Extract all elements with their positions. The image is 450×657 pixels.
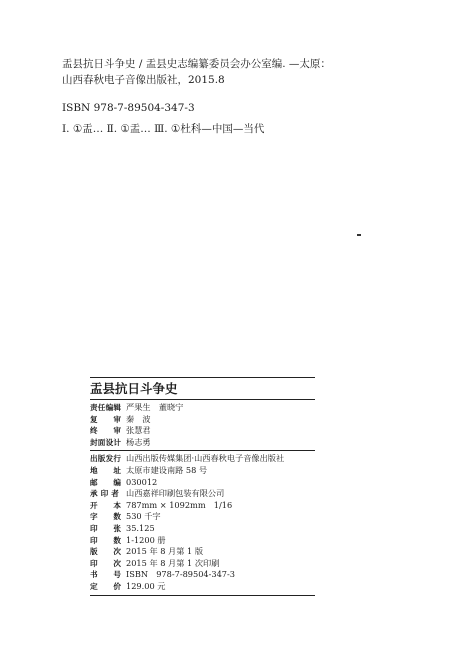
publication-label: 书 号 (90, 570, 122, 580)
credit-value: 秦 波 (126, 413, 151, 424)
credit-label: 复 审 (90, 414, 122, 424)
publication-row (90, 465, 315, 477)
publication-label: 字 数 (90, 512, 122, 522)
cip-data-block (62, 56, 402, 137)
publication-row (90, 511, 315, 523)
publication-value: 2015 年 8 月第 1 次印刷 (126, 557, 220, 568)
publication-value: 2015 年 8 月第 1 版 (126, 546, 204, 557)
publication-label: 开 本 (90, 500, 122, 510)
publication-row (90, 453, 315, 465)
publication-label: 邮 编 (90, 477, 122, 487)
publication-row (90, 488, 315, 500)
publication-value: 787mm × 1092mm 1/16 (126, 499, 233, 510)
credit-value: 张慧君 (126, 425, 151, 436)
publication-value: 35.125 (126, 522, 155, 533)
publication-row (90, 558, 315, 570)
book-title: 盂县抗日斗争史 (90, 381, 178, 396)
credit-label: 责任编辑 (90, 403, 122, 412)
publication-value: 山西嘉祥印刷包装有限公司 (126, 488, 225, 499)
publication-value: 1-1200 册 (126, 534, 166, 545)
publication-label: 地 址 (90, 465, 122, 475)
credit-row (90, 402, 315, 414)
publication-label: 定 价 (90, 581, 122, 591)
stray-mark (357, 234, 361, 236)
publication-row (90, 500, 315, 512)
publication-row (90, 477, 315, 489)
publication-row (90, 581, 315, 593)
publication-value: 129.00 元 (126, 580, 166, 591)
publication-label: 印 次 (90, 558, 122, 568)
credit-value: 严果生 董晓宁 (126, 402, 184, 412)
publication-row (90, 569, 315, 581)
publication-row (90, 523, 315, 535)
publication-row (90, 535, 315, 547)
top-rule (90, 377, 315, 378)
credit-row (90, 437, 315, 449)
publication-label: 印 张 (90, 523, 122, 533)
cip-title-line: 盂县抗日斗争史 / 盂县史志编纂委员会办公室编. —太原： (62, 58, 331, 70)
cip-publisher-line: 山西春秋电子音像出版社，2015.8 (62, 74, 225, 86)
publication-value: 山西出版传媒集团·山西春秋电子音像出版社 (126, 453, 285, 464)
credit-label: 终 审 (90, 426, 122, 436)
publication-list (90, 451, 315, 594)
bottom-rule (90, 595, 315, 596)
credit-value: 杨志勇 (126, 436, 151, 447)
imprint-block (90, 377, 315, 596)
credits-list (90, 400, 315, 450)
cip-classification: Ⅰ. ①盂… Ⅱ. ①盂… Ⅲ. ①杜科—中国—当代 (62, 123, 265, 135)
publication-value: 太原市建设南路 58 号 (126, 464, 208, 475)
publication-row (90, 546, 315, 558)
publication-label: 版 次 (90, 547, 122, 557)
credit-row (90, 425, 315, 437)
publication-label: 印 数 (90, 535, 122, 545)
cip-isbn: ISBN 978-7-89504-347-3 (62, 102, 195, 114)
publication-value: 530 千字 (126, 511, 161, 522)
credit-row (90, 414, 315, 426)
publication-label: 出版发行 (90, 454, 122, 464)
publication-value: 030012 (126, 476, 158, 487)
publication-label: 承 印 者 (90, 489, 120, 499)
credit-label: 封面设计 (90, 437, 122, 447)
publication-value: ISBN 978-7-89504-347-3 (126, 569, 235, 580)
